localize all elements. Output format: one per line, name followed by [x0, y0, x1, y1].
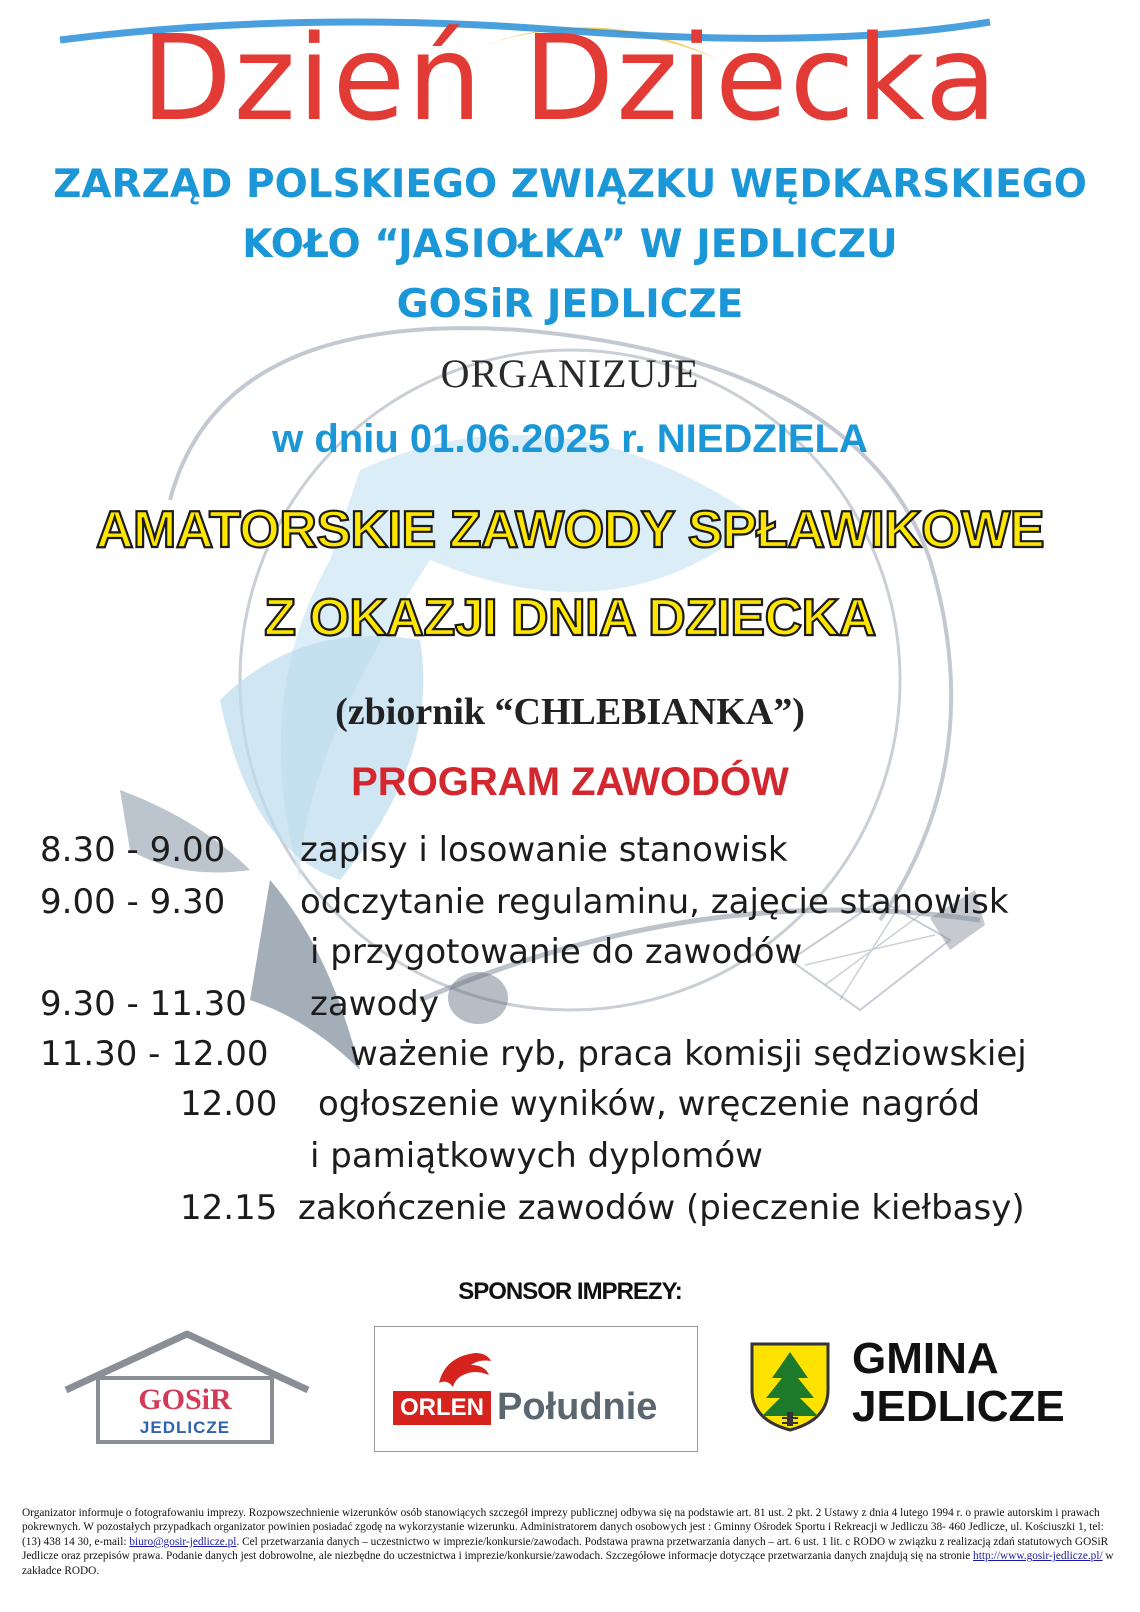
sponsor-heading: SPONSOR IMPREZY: [458, 1278, 682, 1305]
schedule-time: 12.00 [180, 1084, 278, 1124]
gmina-line-1: GMINA [852, 1334, 999, 1383]
eagle-icon [435, 1349, 495, 1389]
page-title: Dzień Dziecka [140, 9, 1000, 147]
organizer-line-1: ZARZĄD POLSKIEGO ZWIĄZKU WĘDKARSKIEGO [53, 162, 1087, 207]
footer-text-2: . Cel przetwarzania danych – uczestnictwo w imprezie/konkursie/zawodach. Podstawa prawna przetwarzania danych – art. 6 ust. 1 lit. c RODO w związku z realizacją zdań statutowych GOSiR Jedlicze oraz przepisów prawa. Podanie danych jest dobrowolne, ale niezbędne do uczestnictwa i imprezie/konkursie/zawodach. Szczegółowe informacje dotyczące przetwarzania danych znajdują się na stronie [22, 1535, 1109, 1563]
orlen-badge: ORLEN [393, 1391, 491, 1425]
orlen-logo [374, 1326, 698, 1452]
schedule-desc: zapisy i losowanie stanowisk [300, 830, 788, 870]
schedule-time: 9.30 - 11.30 [40, 984, 247, 1024]
footer-text-1: Organizator informuje o fotografowaniu imprezy. Rozpowszechnienie wizerunków osób stanowiących szczegół imprezy publicznej odbywa się na podstawie art. 81 ust. 2 pkt. 2 Ustawy z dnia 4 lutego 1994 r. o prawie autorskim i prawach pokrewnych. W pozostałych przypadkach organizator powinien posiadać zgodę na wykorzystanie wizerunku. Administratorem danych osobowych jest : Gminny Ośrodek Sportu i Rekreacji w Jedliczu 38- 460 Jedlicze, ul. Kościuszki 1, tel: (13) 438 14 30, e-mail: [22, 1507, 1104, 1548]
gmina-line-2: JEDLICZE [852, 1382, 1065, 1431]
reservoir-name: (zbiornik “CHLEBIANKA”) [335, 691, 805, 733]
gmina-crest-icon [748, 1340, 832, 1432]
event-date: w dniu 01.06.2025 r. NIEDZIELA [272, 417, 868, 461]
gosir-logo [62, 1328, 312, 1446]
schedule-desc: ważenie ryb, praca komisji sędziowskiej [350, 1034, 1027, 1074]
gosir-logo-top: GOSiR [138, 1383, 232, 1416]
organizer-line-2: KOŁO “JASIOŁKA” W JEDLICZU [242, 222, 898, 267]
schedule-desc: odczytanie regulaminu, zajęcie stanowisk [300, 882, 1009, 922]
gosir-logo-bottom: JEDLICZE [139, 1418, 231, 1437]
organizer-line-3: GOSiR JEDLICZE [396, 282, 744, 327]
schedule-time: 9.00 - 9.30 [40, 882, 226, 922]
schedule-time: 8.30 - 9.00 [40, 830, 226, 870]
schedule-time: 12.15 [180, 1188, 278, 1228]
event-name-line-2: Z OKAZJI DNIA DZIECKA [264, 589, 876, 647]
schedule-desc: zawody [310, 984, 439, 1024]
schedule-desc: ogłoszenie wyników, wręczenie nagród [318, 1084, 981, 1124]
schedule-desc: zakończenie zawodów (pieczenie kiełbasy) [298, 1188, 1025, 1228]
program-heading: PROGRAM ZAWODÓW [351, 760, 789, 804]
rodo-footer [22, 1506, 1118, 1578]
organizuje-label: ORGANIZUJE [440, 351, 700, 396]
schedule-desc: i pamiątkowych dyplomów [310, 1136, 763, 1176]
footer-url-link[interactable]: http://www.gosir-jedlicze.pl/ [973, 1550, 1103, 1563]
footer-text-3: w zakładce RODO. [22, 1550, 1114, 1577]
orlen-text: Południe [497, 1386, 658, 1428]
reel-shape [448, 972, 508, 1024]
footer-email-link[interactable]: biuro@gosir-jedlicze.pl [129, 1535, 237, 1548]
schedule-time: 11.30 - 12.00 [40, 1034, 269, 1074]
event-name-line-1: AMATORSKIE ZAWODY SPŁAWIKOWE [95, 501, 1045, 559]
schedule-desc: i przygotowanie do zawodów [310, 932, 803, 972]
